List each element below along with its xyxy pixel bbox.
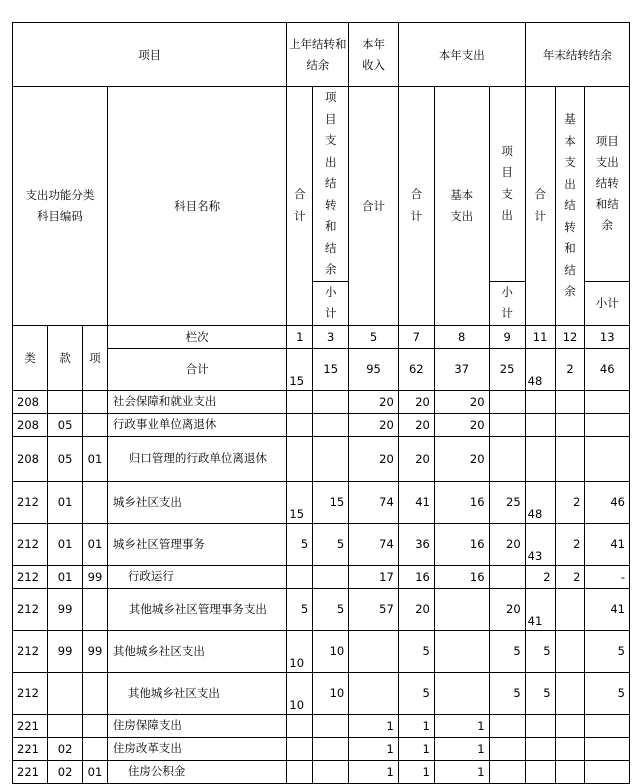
table-row	[13, 588, 630, 630]
cell: 20	[349, 436, 399, 481]
cell: 20	[398, 436, 434, 481]
header-prev-subtotal: 小计	[313, 281, 349, 325]
code-lei: 212	[13, 481, 48, 523]
cell: 43	[525, 523, 555, 565]
cell	[313, 737, 349, 760]
cell: 20	[434, 413, 489, 436]
cell	[489, 565, 525, 588]
cell	[287, 565, 313, 588]
cell: 5	[489, 672, 525, 714]
subject-name: 城乡社区管理事务	[107, 523, 287, 565]
code-kuan: 01	[48, 481, 83, 523]
code-kuan: 01	[48, 565, 83, 588]
cell: 1	[349, 714, 399, 737]
header-func-code: 支出功能分类科目编码	[13, 87, 108, 326]
cell: 5	[287, 588, 313, 630]
subject-name: 其他城乡社区管理事务支出	[107, 588, 287, 630]
cell	[555, 413, 585, 436]
cell	[555, 760, 585, 783]
sum-value: 46	[585, 348, 630, 390]
cell: 1	[434, 760, 489, 783]
header-lei: 类	[13, 325, 48, 390]
header-exp-basic: 基本支出	[434, 87, 489, 326]
cell: 25	[489, 481, 525, 523]
code-lei: 212	[13, 672, 48, 714]
cell: 5	[525, 672, 555, 714]
col-num: 12	[555, 325, 585, 348]
cell	[313, 436, 349, 481]
cell	[585, 390, 630, 413]
cell	[555, 672, 585, 714]
code-lei: 212	[13, 588, 48, 630]
cell: 20	[398, 588, 434, 630]
cell	[489, 737, 525, 760]
code-kuan: 02	[48, 737, 83, 760]
col-num: 1	[287, 325, 313, 348]
cell	[555, 737, 585, 760]
code-xiang	[83, 390, 108, 413]
header-end-total: 合计	[525, 87, 555, 326]
code-xiang: 99	[83, 565, 108, 588]
subject-name: 归口管理的行政单位离退休	[107, 436, 287, 481]
table-row	[13, 630, 630, 672]
code-kuan	[48, 714, 83, 737]
cell	[489, 413, 525, 436]
cell	[489, 390, 525, 413]
cell	[313, 760, 349, 783]
budget-table	[12, 22, 630, 784]
cell	[313, 714, 349, 737]
subject-name: 行政事业单位离退休	[107, 413, 287, 436]
lanci-label: 栏次	[107, 325, 287, 348]
sum-value: 2	[555, 348, 585, 390]
cell: 5	[313, 588, 349, 630]
code-xiang	[83, 588, 108, 630]
cell: 2	[555, 481, 585, 523]
sum-value: 95	[349, 348, 399, 390]
code-lei: 212	[13, 565, 48, 588]
header-income-total: 合计	[349, 87, 399, 326]
cell	[287, 390, 313, 413]
subject-name: 住房公积金	[107, 760, 287, 783]
cell	[555, 436, 585, 481]
code-xiang	[83, 737, 108, 760]
code-kuan	[48, 672, 83, 714]
cell: 10	[313, 672, 349, 714]
header-prev-proj-carry: 项目支出结转和结余	[313, 87, 349, 282]
code-kuan: 99	[48, 588, 83, 630]
code-xiang	[83, 672, 108, 714]
cell: 1	[398, 760, 434, 783]
code-xiang: 01	[83, 523, 108, 565]
cell: 1	[349, 737, 399, 760]
header-exp-subtotal: 小计	[489, 281, 525, 325]
cell: -	[585, 565, 630, 588]
cell	[555, 630, 585, 672]
cell	[313, 390, 349, 413]
code-kuan: 05	[48, 436, 83, 481]
cell: 5	[287, 523, 313, 565]
cell: 1	[398, 737, 434, 760]
cell: 5	[398, 672, 434, 714]
cell: 2	[525, 565, 555, 588]
cell: 57	[349, 588, 399, 630]
cell: 20	[434, 390, 489, 413]
cell: 41	[398, 481, 434, 523]
subject-name: 城乡社区支出	[107, 481, 287, 523]
cell: 36	[398, 523, 434, 565]
header-exp-total: 合计	[398, 87, 434, 326]
header-xiang: 项	[83, 325, 108, 390]
code-lei: 212	[13, 630, 48, 672]
cell	[585, 737, 630, 760]
cell: 1	[434, 737, 489, 760]
cell: 16	[434, 481, 489, 523]
cell	[585, 413, 630, 436]
subject-name: 住房改革支出	[107, 737, 287, 760]
code-xiang: 01	[83, 436, 108, 481]
sum-value: 37	[434, 348, 489, 390]
cell	[434, 630, 489, 672]
cell: 41	[525, 588, 555, 630]
code-xiang: 99	[83, 630, 108, 672]
cell	[555, 390, 585, 413]
cell: 5	[585, 630, 630, 672]
code-xiang	[83, 413, 108, 436]
cell: 41	[585, 588, 630, 630]
cell	[287, 760, 313, 783]
cell: 17	[349, 565, 399, 588]
cell	[489, 436, 525, 481]
subject-name: 住房保障支出	[107, 714, 287, 737]
code-lei: 221	[13, 714, 48, 737]
table-row	[13, 523, 630, 565]
col-num: 7	[398, 325, 434, 348]
cell: 10	[287, 672, 313, 714]
cell: 41	[585, 523, 630, 565]
sum-value: 62	[398, 348, 434, 390]
col-num: 8	[434, 325, 489, 348]
cell: 20	[398, 413, 434, 436]
sum-value: 25	[489, 348, 525, 390]
cell: 74	[349, 481, 399, 523]
sum-value: 15	[287, 348, 313, 390]
code-lei: 208	[13, 436, 48, 481]
code-kuan: 02	[48, 760, 83, 783]
cell	[555, 714, 585, 737]
header-subject-name: 科目名称	[107, 87, 287, 326]
header-prev-year: 上年结转和结余	[287, 23, 349, 87]
header-end-subtotal: 小计	[585, 281, 630, 325]
table-row	[13, 714, 630, 737]
cell	[287, 436, 313, 481]
subject-name: 社会保障和就业支出	[107, 390, 287, 413]
cell: 5	[313, 523, 349, 565]
cell: 16	[398, 565, 434, 588]
code-kuan: 05	[48, 413, 83, 436]
table-row	[13, 737, 630, 760]
cell	[287, 714, 313, 737]
cell	[555, 588, 585, 630]
cell	[525, 413, 555, 436]
cell	[287, 737, 313, 760]
table-row	[13, 413, 630, 436]
col-num: 5	[349, 325, 399, 348]
cell	[525, 390, 555, 413]
cell: 20	[349, 390, 399, 413]
code-lei: 208	[13, 390, 48, 413]
cell: 20	[349, 413, 399, 436]
table-row	[13, 565, 630, 588]
cell: 5	[585, 672, 630, 714]
cell: 1	[349, 760, 399, 783]
subject-name: 行政运行	[107, 565, 287, 588]
sum-value: 15	[313, 348, 349, 390]
cell	[434, 588, 489, 630]
cell	[585, 436, 630, 481]
subject-name: 其他城乡社区支出	[107, 630, 287, 672]
code-xiang	[83, 481, 108, 523]
cell	[585, 760, 630, 783]
cell: 20	[434, 436, 489, 481]
cell	[525, 436, 555, 481]
cell	[489, 760, 525, 783]
code-xiang	[83, 714, 108, 737]
cell: 15	[313, 481, 349, 523]
cell: 48	[525, 481, 555, 523]
cell	[313, 565, 349, 588]
cell	[349, 630, 399, 672]
cell	[313, 413, 349, 436]
col-num: 13	[585, 325, 630, 348]
header-prev-total: 合计	[287, 87, 313, 326]
code-lei: 212	[13, 523, 48, 565]
header-expense: 本年支出	[398, 23, 525, 87]
table-row	[13, 760, 630, 783]
cell: 20	[398, 390, 434, 413]
cell: 5	[489, 630, 525, 672]
cell	[287, 413, 313, 436]
subject-name: 其他城乡社区支出	[107, 672, 287, 714]
sum-value: 48	[525, 348, 555, 390]
cell: 10	[313, 630, 349, 672]
table-row	[13, 436, 630, 481]
code-lei: 208	[13, 413, 48, 436]
cell	[525, 714, 555, 737]
code-kuan	[48, 390, 83, 413]
cell: 5	[398, 630, 434, 672]
cell: 5	[525, 630, 555, 672]
cell	[489, 714, 525, 737]
cell	[349, 672, 399, 714]
col-num: 11	[525, 325, 555, 348]
cell: 10	[287, 630, 313, 672]
cell: 2	[555, 523, 585, 565]
cell: 15	[287, 481, 313, 523]
code-lei: 221	[13, 737, 48, 760]
cell: 20	[489, 523, 525, 565]
table-row	[13, 672, 630, 714]
cell: 16	[434, 523, 489, 565]
cell	[525, 737, 555, 760]
cell: 1	[398, 714, 434, 737]
table-row	[13, 390, 630, 413]
code-kuan: 99	[48, 630, 83, 672]
cell: 20	[489, 588, 525, 630]
cell	[525, 760, 555, 783]
cell: 2	[555, 565, 585, 588]
sum-label: 合计	[107, 348, 287, 390]
cell: 1	[434, 714, 489, 737]
header-item: 项目	[13, 23, 287, 87]
header-year-end: 年末结转结余	[525, 23, 629, 87]
header-kuan: 款	[48, 325, 83, 390]
cell: 74	[349, 523, 399, 565]
header-end-basic-carry: 基本支出结转和结余	[555, 87, 585, 326]
table-row	[13, 481, 630, 523]
col-num: 3	[313, 325, 349, 348]
code-lei: 221	[13, 760, 48, 783]
cell: 16	[434, 565, 489, 588]
header-end-proj-carry: 项目支出结转和结余	[585, 87, 630, 282]
header-exp-proj: 项目支出	[489, 87, 525, 282]
cell	[585, 714, 630, 737]
cell: 46	[585, 481, 630, 523]
header-income: 本年收入	[349, 23, 399, 87]
code-kuan: 01	[48, 523, 83, 565]
code-xiang: 01	[83, 760, 108, 783]
cell	[434, 672, 489, 714]
col-num: 9	[489, 325, 525, 348]
